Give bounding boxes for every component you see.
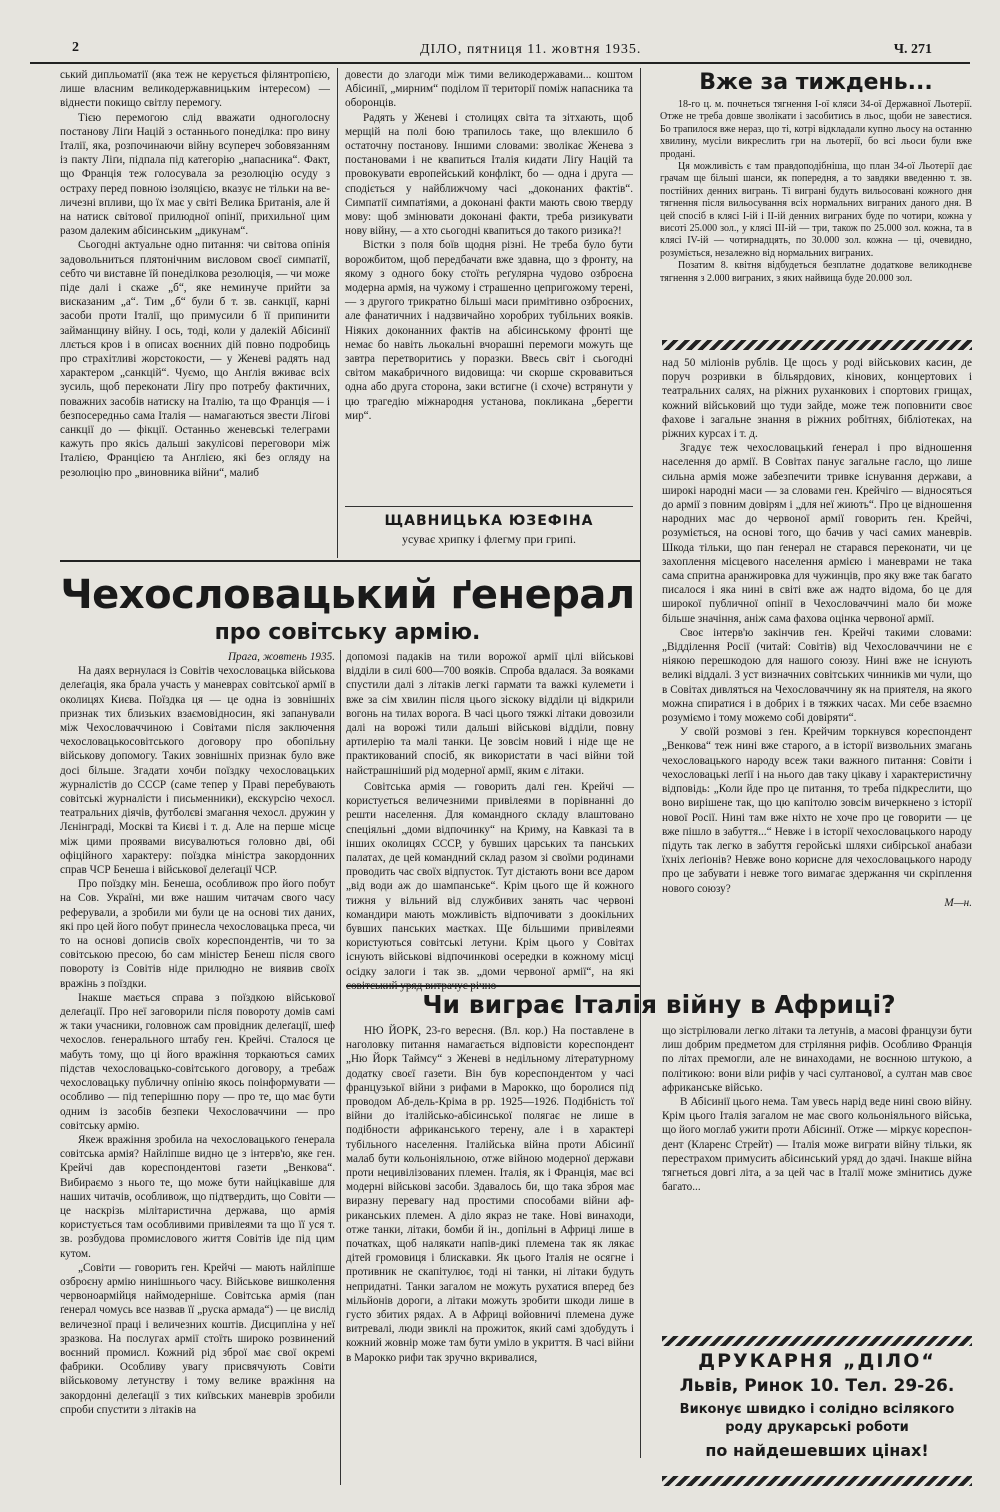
paragraph: що зістрілювали легко літаки та летунів, а масові французи бути лиш добрим предметом для стріляння рифів. Особливо Франція по літах премогли, але не винаходами, не воєнною штукою, а політикою: вони віли рифів у часі султанової, а султан мав своє африканське військо.	[662, 1025, 972, 1094]
paragraph: Згадує теж чехословацький ґенерал і про відношення населення до армії. В Совітах панує загальне гасло, що лише сильна армія може забезпечити тривке існування держави, а широкі народні маси — за словами ген. Крейчіго — відносяться до армії з повним довірям і „для неї жиють“. Про це відношення народних мас до червоної армії говорить ґен. Крейчі, розуміється, на основі того, що бачив у часі самих маневрів. Шкода тільки, що пан ґенерал не старався переконати, чи це захоплення місцевого населення армією і маневрами не така сама спритна аранжировка для чужинців, про яку вже так багато писалося і яка нині в світі вже аж надто відома, бо це для широкої публичної опінії в Чехословаччині мало би може більше значіння, аніж сама фахова оцінка червоної армії.	[662, 442, 972, 625]
paragraph: ський дипльоматії (яка теж не керується філянтропією, лише власним великодержавницьким інтересом) — віднести покищо світлу перемогу.	[60, 69, 330, 110]
article2-column2	[662, 1024, 972, 1324]
paragraph: НЮ ЙОРК, 23-го вересня. (Вл. кор.) На поставлене в наголовку питання намагається відповісти кореспондент „Ню Йорк Таймсу“ з Женеві в недільному літературному додатку своєї газети. Він був кореспондентом у часі французької війни з рифами в Марокко, що боролися під проводом Аб-дель-Кріма в рр. 1925—1926. Подібність тої війни до італійсько-абісинської полягає не лише в подібности африканського терену, але і в характері тубільного населення. Італійська війна проти Абісинії малаб бути кольоніяльною, отже війною модерної держави проти нецивілізованих племен. Італія, як і Франція, має всі модерні військові засоби. Здавалось би, що така зброя має виразну перевагу над простими способами війни африканських племен. А діло якраз не таке. Нові винаходи, отже танки, літаки, бомби й ін., допільні в Африці лише в початках, щоб налякати напів-дикі племена так як лякає дітей громовиця і блискавки. Як цього Італія не осягне і противник не скапітулює, тоді ні танки, ні літаки будуть непридатні. Танки загалом не можуть рухатися вперед без мільйонів дороги, а літаки можуть зробити шкоди лише в густо збитих рядах. А в Африці войовничі племена дуже витревалі, люди звиклі на прожиток, який самі здобудуть і кожний жовнір може там бути уміло в укриття. В часі війни в Марокко рифи так зручно вкривалися,	[346, 1025, 634, 1364]
lottery-text	[660, 99, 972, 285]
top-middle-column	[345, 68, 633, 500]
paragraph: Сьогодні актуальне одно питання: чи світова опінія задовольниться плятонічним висловом своєї симпатії, себто чи виставне їй понеділкова резолюція, — чи може піде далі і скаже „б“, яке неминуче прийти за висказаним „а“. Тим „б“ були б т. зв. санкції, карні засоби проти Італії, що примусили б її припинити займанщину війну. І ось, тоді, коли у далекій Абісинії ллється кров і в описах воєнних дій повно подробиць про страхітливі жорстокости, — у Женеві радять над характером „санкцій“. Чуємо, що Анґлія вживає всіх зусиль, щоб переконати Ліґу про потребу фактичних, поважних засобів натиску на Італію, та що Франція — і безпосередньо сама Італія — намагаються звести Ліґові санкції до — фікції. Останньо женевські телеграми кажуть про якісь дальші закулісові переговори між Італією, Францією та Анґлією, які без огляду на резолюцію про „виновника війни“, малиб	[60, 239, 330, 479]
ad-schawnytska-subtitle: усуває хрипку і флегму при грипі.	[401, 532, 577, 546]
ornament-stripe	[662, 1336, 972, 1346]
paragraph: довести до злагоди між тими великодержавами... коштом Абісинії, „мирним“ поділом її території поміж напасника та оборонців.	[345, 69, 633, 110]
paragraph: Вістки з поля боїв щодня різні. Не треба було бути ворожбитом, щоб передбачати вже здавна, що з фронту, на якому з одного боку стоїть реґулярна чудово озброєна модерна армія, на чужому і страшенно цепригожому терені, — з другого трикратно більші маси примітивно озброєних, але фанатичних і надзвичайно хоробрих тубільних вояків. Ніяких доконанних фактів на абісинському фронті ще немає бо навіть льокальні вчорашні перемоги можуть ще завтра перетворитись у поразки. Ввесь світ і сьогодні світом макабричного видовища: чи скорше скровавиться одна або друга сторона, заки встигне (і схоче) встрянути у цю трагедію міжнародня установа, покликана „берегти мир“.	[345, 239, 633, 422]
page-number: 2	[72, 40, 79, 55]
dateline: Прага, жовтень 1935.	[227, 651, 335, 663]
paragraph: над 50 міліонів рублів. Це щось у роді військових касин, де поруч розривки в більярдових, кінових, концертових і театральних салях, на ріжних руханкових і спортових грищах, кожний військовий що туди зайде, може теж поповнити своє фахове і загальне знання в ріжних робітнях, бібліотеках, на ріжних курсах і т. д.	[662, 357, 972, 441]
article1-headline: Чехословацький ґенерал	[60, 572, 635, 618]
paragraph: У своїй розмові з ґен. Крейчим торкнувся кореспондент „Венкова“ теж нині вже старого, а в історії визвольних змагань чехословацького народу всеж таки важного питання: Совіти і чехословацькі леґії і на нього дав таку цікаву і характеристичну відповідь: „Коли йде про це питання, то треба підкреслити, що воно вирішене так, що цю капітолю зовсім вичеркнено з історії нової Росії. Нині там вже ніхто не хоче про це говорити — це вже пішло в забуття...“ Невже і в історії чехословацького народу підуть так легко в забуття геройські шляхи сибірської анабази їхніх леґіонів? Невже воно корисне для чехословацького народу про це забувати і невже того вимагає здержання чи скріплення нового союзу?	[662, 726, 972, 895]
paragraph: Радять у Женеві і столицях світа та зітхають, щоб мерщій на полі бою трапилось таке, що влекшило б остаточну постанову. Іншими словами: зволікає Женева з постановами і не квапиться Італія кидати Ліґу Націй та провокувати европейський конфлікт, бо — одна і друга — сподіється у найближчому часі „доконаних фактів“. Симпатії симпатіями, а доконані факти мають свою тверду мову: щоб змінювати доконані факти, треба ризикувати нову війну, — а хто сьогодні квапиться до такого ризика?!	[345, 111, 633, 238]
ad-schawnytska	[345, 506, 633, 555]
article1-column2	[346, 650, 634, 778]
ad-drukarnia-line3: по найдешевших цінах!	[705, 1441, 929, 1460]
ad-drukarnia	[662, 1350, 972, 1470]
paragraph: Якеж вражіння зробила на чехословацького ґенерала совітська армія? Найліпше видно це з інтерв'ю, яке ген. Крейчі дав кореспондентові газети „Венкова“. Вибираємо з нього те, що може бути найцікавіше для наших читачів, особливож, що підтвердить, що Совіти — це наскрізь мілітаристична держава, що армія користується там особливими привілеями та що її уся т. зв. розбудова промислового життя Совітів іде під цим кутом.	[60, 1133, 335, 1260]
paragraph: Совітська армія — говорить далі ген. Крейчі — користується величезними привілеями в порівнанні до решти населення. Для командного складу влаштовано спеціяльні „доми відпочинку“ на Криму, на Кавказі та в інших околицях СССР, у бувших царських та панських палатах, де цей командний склад разом зі своїми родинами проводить час своїх відпусток. Тут дістають вони все даром „від води аж до шампанське“. Крім цього ще й кожного тижня у вільний від службивих занять час червоні командири мають можливість відпочивати з доокільних бувших панських маєтках. Ще більшими привілеями користуються совітські летуни. Крім цього у Совітах існують військові відпочинкові осередки в кожному місці осідку залоги і так зв. „доми червоної армії“, на які	[346, 781, 634, 978]
paragraph: Інакше мається справа з поїздкою військової делеґації. Про неї заговорили після повороту домів самі ж таки учасники, головнож сам провідник делеґації, шеф чехослов. ґенерального штабу ген. Крейчі. Сталося це мабуть тому, що ці його вражіння торкаються самих підстав чехословацько-совітського договору, а требаж чехословацьку публичну опінію якось поінформувати — особливо — під теперішню пору — про те, що має бути одним із засобів безпеки Чехословаччини — про совітську армію.	[60, 991, 335, 1132]
ornament-stripe	[662, 1476, 972, 1486]
ad-schawnytska-title: ЩАВНИЦЬКА ЮЗЕФІНА	[384, 513, 594, 529]
masthead	[30, 38, 970, 64]
article2-headline: Чи виграє Італія війну в Африці?	[422, 990, 896, 1019]
paragraph: На даях вернулася із Совітів чехословацька військова делеґація, яка брала участь у маневрах совітської армії в околицях Києва. Поїздка ця — це одна із зовнішніх признак тих близьких взаємовідносин, які запанували між Чехословаччиною і Совітами після заключення чехословацькосовітського договору про обопільну військову допомогу. Таких зовнішніх признак було вже досі більше. Згадати хочби поїздку чехословацьких журналістів до СССР (саме тепер у Праві перебувають совітські журналісти і письменники), екскурсію чехосл. театральних діячів, футболєві змагання чехосл. дружин у Лєнінграді, Москві та Києві і т. д. Але на перше місце між цими проявами висувалються головно дві, обі офіційного характеру: поїздка міністра закордонних справ ЧСР Бенеша і військової делеґації ЧСР.	[60, 665, 335, 877]
column-rule	[340, 650, 341, 1485]
paragraph: Своє інтерв'ю закінчив ґен. Крейчі такими словами: „Відділення Росії (читай: Совітів) від Чехословаччини не є ніякою перешкодою для нашого союзу. Нині вже не існують великі віддалі. З уст визначних совітських чинників ми чули, що в Совітах дивляться на Чехословаччину як на приятеля, на якого можна спиратися і в добрих і в тяжких часах. Ми себе взаємно розуміємо і тому можемо собі довіряти“.	[662, 626, 972, 725]
signature: М—н.	[944, 896, 972, 909]
paragraph: В Абісинії цього нема. Там увесь нарід веде нині свою війну. Крім цього Італія загалом не має свого кольоніяльного війська, що його моглаб ужити проти Абісинії. Отже — міркує кореспондент (Кларенс Стрейт) — Італія може виграти війну тільки, як перестрахом примусить абісинський уряд до здачі. Інакше війна тягнеться довгі літа, а за цей час в Італії може змінитись дуже багато...	[662, 1096, 972, 1194]
ad-drukarnia-title: ДРУКАРНЯ „ДІЛО“	[698, 1350, 936, 1372]
top-left-column	[60, 68, 330, 558]
article1-column1	[60, 650, 335, 1485]
paragraph: Ця можливість є там правдоподібніша, що план 34-ої Льотерії дає грачам ще більші шанси, як попередня, а то завдяки введенню т. зв. постійних денних вигрань. Ті виграні будуть вильосовані кожного дня тягнення після вильосування всіх нормальних виграних даного дня. В цей спосіб в клясі І-ій і ІІ-ій денних виграних буде по чотири, кожна у висоті 25.000 зол., у клясі ІІІ-ій — три, також по 25.000 зол. кожна, та в клясі IV-ій — чотирнадцять, по 30.000 зол. кожна — ці, очевидно, розуміється, незалежно від нормальних виграних.	[660, 161, 972, 259]
section-rule	[60, 560, 640, 562]
paragraph: 18-го ц. м. почнеться тягнення І-ої кляси 34-ої Державної Льотерії. Отже не треба довше зволікати і засобитись в льос, щоби не завестися. Бо трапилося вже нераз, що ті, котрі відкладали купно льосу на останню хвилину, мусіли викреслить гри на льотерії, бо всі льоси були вже продані.	[660, 99, 972, 160]
paragraph: Тією перемогою слід вважати одноголосну постанову Ліґи Націй з останнього понеділка: про вину Італії, яка, розпочинаючи війну всупереч зобовязанням із пакту Ліґи, підпала під категорію „напасника“. Факт, що Франція теж голосувала за резолюцію осуду з остраху перед повною ізоляцією, вказує не тільки на величезні впливи, що їх має у світі Велика Британія, але й на натиск світової прилюдної опінії, прихильної цим разом далеким абісинським „дикунам“.	[60, 111, 330, 238]
paragraph: Про поїздку мін. Бенеша, особливож про його побут на Сов. Україні, ми вже нашим читачам свого часу реферували, а зробили ми були це на основі тих даних, які про цей його побут принесла чехословацька преса, чи то на основі дописів своїх кореспондентів, чи то за совітською пресою, бо сам міністер Бенеш після свого повороту із Совітів ніде прилюдно не виявив своїх вражінь з поїздки.	[60, 878, 335, 990]
paragraph: „Совіти — говорить ген. Крейчі — мають найліпше озброєну армію нинішнього часу. Військове вишколення червоноармійця наймодерніше. Совітська армія (пан ґенерал чомусь все назвав її „руска армада“) — це вислід величезної праці і величезних коштів. Дисципліна у неї зразкова. На послугах армії стоїть широко розвинений воєнний промисл. Кожний рід зброї має свої окремі фабрики. Особливу увагу присвячують Совіти військовому летунству і тому велике вражіння на закордонні делеґації з тих київських маневрів зробили спроби спустити з літаків на	[60, 1261, 335, 1416]
column-rule	[337, 68, 338, 558]
article1-column2b	[346, 780, 634, 980]
paragraph: Позатим 8. квітня відбудеться безплатне додаткове великоднєве тягнення з 2.000 виграних, з яких найвища буде 20.000 зол.	[660, 260, 972, 284]
lottery-title: Вже за тиждень...	[699, 70, 933, 95]
article2-column1	[346, 1024, 634, 1484]
masthead-title: ДІЛО, пятниця 11. жовтня 1935.	[420, 42, 642, 57]
paragraph: допомозі падаків на тили ворожої армії цілі військові відділи в силі 600—700 вояків. Спроба вдалася. За вояками спустили далі з літаків легкі гармати та важкі кулемети і вже за сім хвилин після цього зіскоку відділи ці відкрили вогонь на тилах ворога. В часі цього тяжкі літаки довозили далі на ворожі тили дальші військові відділи, повну артилерію та малі танки. Це зовсім новий і ніде ще не практикований спосіб, як використати в часі війни той найстрашніший рід модерної армії, яким є літаки.	[346, 651, 634, 777]
ad-drukarnia-address: Львів, Ринок 10. Тел. 29-26.	[679, 1376, 955, 1396]
issue-number: Ч. 271	[893, 42, 932, 57]
lottery-box	[660, 70, 972, 335]
column-rule	[640, 68, 641, 1458]
ad-drukarnia-line1: Виконує швидко і солідно всілякого	[679, 1402, 955, 1417]
ad-drukarnia-line2: роду друкарські роботи	[725, 1420, 909, 1435]
section-rule	[346, 985, 640, 987]
ornament-stripe	[662, 340, 972, 350]
article1-subheadline: про совітську армію.	[214, 620, 481, 645]
